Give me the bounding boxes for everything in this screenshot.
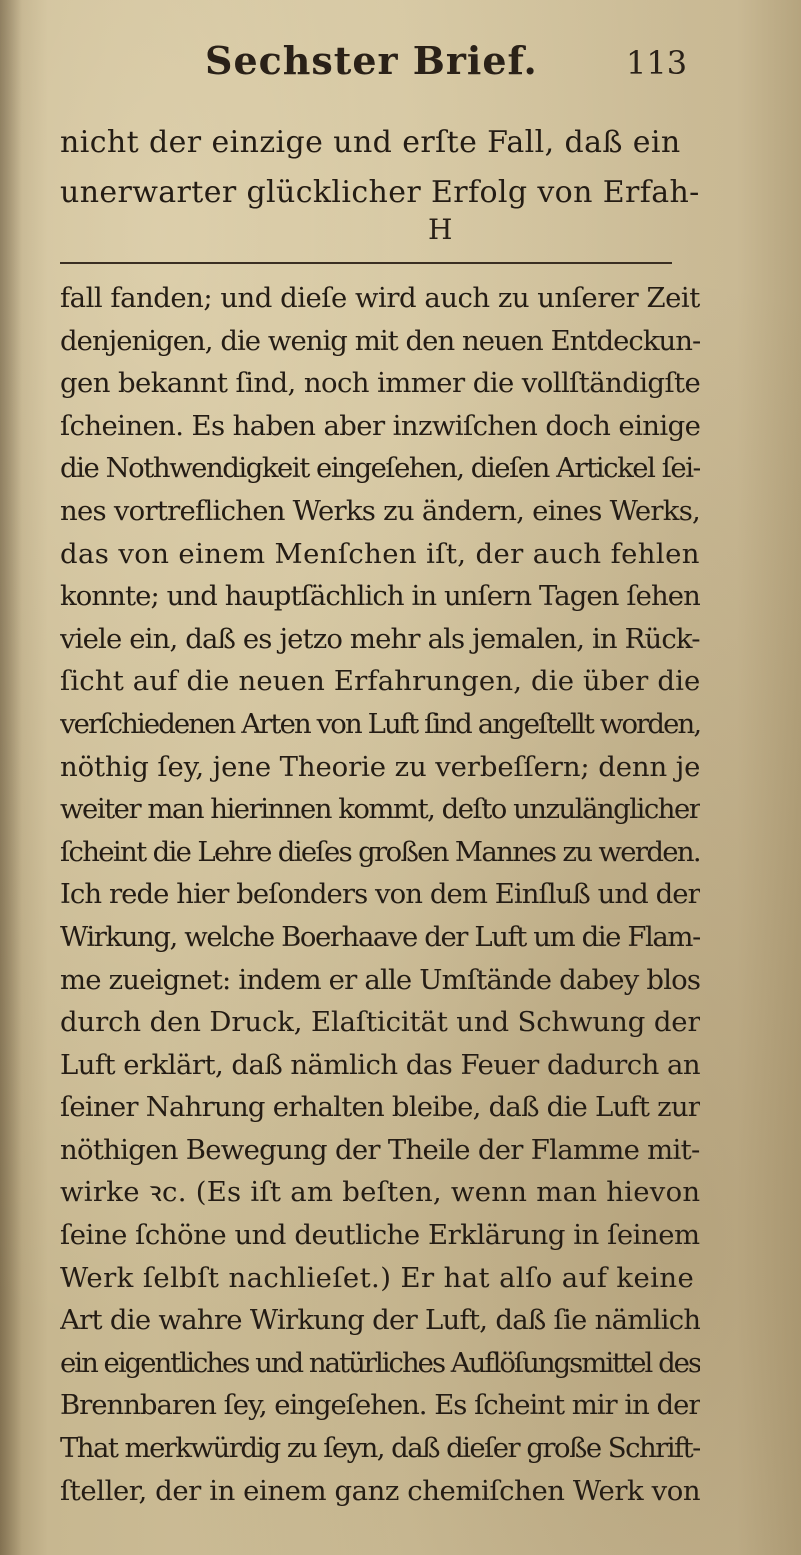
footnote-line: ein eigentliches und natürliches Auflöſungsmittel des (60, 1346, 700, 1379)
footnote-line: ſeine ſchöne und deutliche Erklärung in ſeinem (60, 1219, 700, 1252)
footnote-line: ſteller, der in einem ganz chemiſchen Werk von (60, 1474, 700, 1507)
signature-mark: H (428, 213, 453, 246)
footnote-line: denjenigen, die wenig mit den neuen Entdeckun- (60, 324, 700, 357)
main-text (60, 118, 700, 218)
footnote-line: durch den Druck, Elaſticität und Schwung der (60, 1006, 700, 1039)
footnote-line: viele ein, daß es jetzo mehr als jemalen, in Rück- (60, 622, 700, 655)
running-title: Sechster Brief. (205, 38, 538, 83)
footnote-line: That merkwürdig zu ſeyn, daß dieſer große Schrift- (60, 1432, 700, 1465)
footnote-line: verſchiedenen Arten von Luft ſind angeſtellt worden, (60, 707, 700, 740)
footnote-line: fall fanden; und dieſe wird auch zu unſerer Zeit (60, 282, 700, 314)
footnote-line: Ich rede hier beſonders von dem Einſluß und der (60, 878, 700, 911)
footnote-line: gen bekannt ſind, noch immer die vollſtändigſte (60, 367, 700, 400)
footnote-line: Wirkung, welche Boerhaave der Luft um die Flam- (60, 920, 700, 953)
footnote-line: Luft erklärt, daß nämlich das Feuer dadurch an (60, 1048, 700, 1081)
footnote-line: nes vortreflichen Werks zu ändern, eines Werks, (60, 494, 700, 527)
footnote-rule (60, 262, 672, 264)
footnote-line: konnte; und hauptſächlich in unſern Tagen ſehen (60, 580, 700, 613)
footnote-line: Werk ſelbſt nachlieſet.) Er hat alſo auf keine (60, 1261, 695, 1294)
footnote-line: weiter man hierinnen kommt, deſto unzulänglicher (60, 793, 700, 826)
text-line: nicht der einzige und erſte Fall, daß ein (60, 125, 681, 160)
page-header (0, 38, 801, 98)
footnote-line: das von einem Menſchen iſt, der auch fehlen (60, 537, 700, 570)
footnote-text (60, 277, 700, 1512)
footnote-line: die Nothwendigkeit eingeſehen, dieſen Artickel ſei- (60, 452, 700, 485)
page-gutter-shadow (0, 0, 22, 1555)
footnote-line: wirke ꝛc. (Es iſt am beſten, wenn man hievon (60, 1176, 700, 1209)
footnote-line: ſcheinen. Es haben aber inzwiſchen doch einige (60, 409, 700, 442)
footnote-line: ſcheint die Lehre dieſes großen Mannes zu werden. (60, 835, 700, 868)
text-line: unerwarter glücklicher Erfolg von Erfah- (60, 175, 700, 210)
footnote-line: ſicht auf die neuen Erfahrungen, die über die (60, 665, 700, 698)
footnote-line: Brennbaren ſey, eingeſehen. Es ſcheint mir in der (60, 1389, 700, 1422)
footnote-line: nöthigen Bewegung der Theile der Flamme mit- (60, 1133, 700, 1166)
footnote-line: me zueignet: indem er alle Umſtände dabey blos (60, 963, 700, 996)
footnote-line: ſeiner Nahrung erhalten bleibe, daß die Luft zur (60, 1091, 700, 1124)
footnote-line: Art die wahre Wirkung der Luft, daß ſie nämlich (60, 1304, 700, 1337)
footnote-line: nöthig ſey, jene Theorie zu verbeſſern; denn je (60, 750, 700, 783)
page-number: 113 (626, 44, 688, 82)
